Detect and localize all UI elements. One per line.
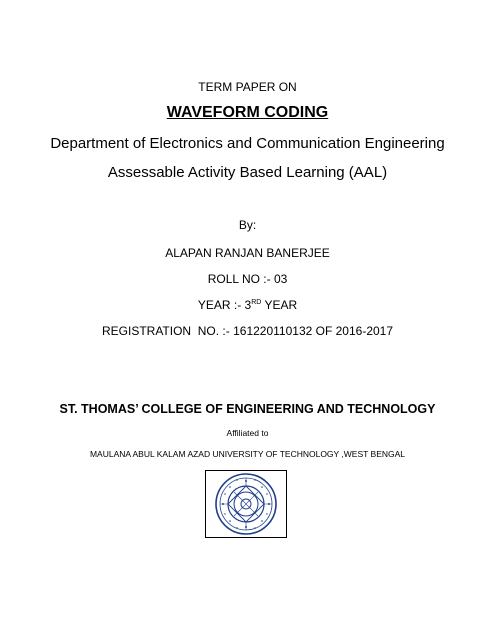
page-title: WAVEFORM CODING	[166, 104, 329, 121]
roll-number: ROLL NO :- 03	[207, 272, 288, 286]
college-name: ST. THOMAS’ COLLEGE OF ENGINEERING AND TECHNOLOGY	[59, 402, 436, 416]
year	[0, 298, 495, 312]
year-suffix: YEAR	[261, 298, 298, 312]
activity: Assessable Activity Based Learning (AAL)	[107, 164, 388, 181]
year-prefix: YEAR :- 3	[197, 298, 252, 312]
heading: TERM PAPER ON	[198, 80, 297, 94]
department: Department of Electronics and Communication Engineering	[50, 135, 445, 152]
registration: REGISTRATION NO. :- 161220110132 OF 2016-2017	[101, 324, 394, 338]
affiliated-label: Affiliated to	[226, 428, 269, 438]
year-superscript: RD	[251, 299, 262, 306]
university-name: MAULANA ABUL KALAM AZAD UNIVERSITY OF TECHNOLOGY ,WEST BENGAL	[89, 449, 406, 459]
author-name: ALAPAN RANJAN BANERJEE	[165, 246, 330, 260]
university-seal-logo	[205, 470, 287, 538]
by-label: By:	[238, 218, 257, 232]
seal-icon	[206, 471, 286, 537]
